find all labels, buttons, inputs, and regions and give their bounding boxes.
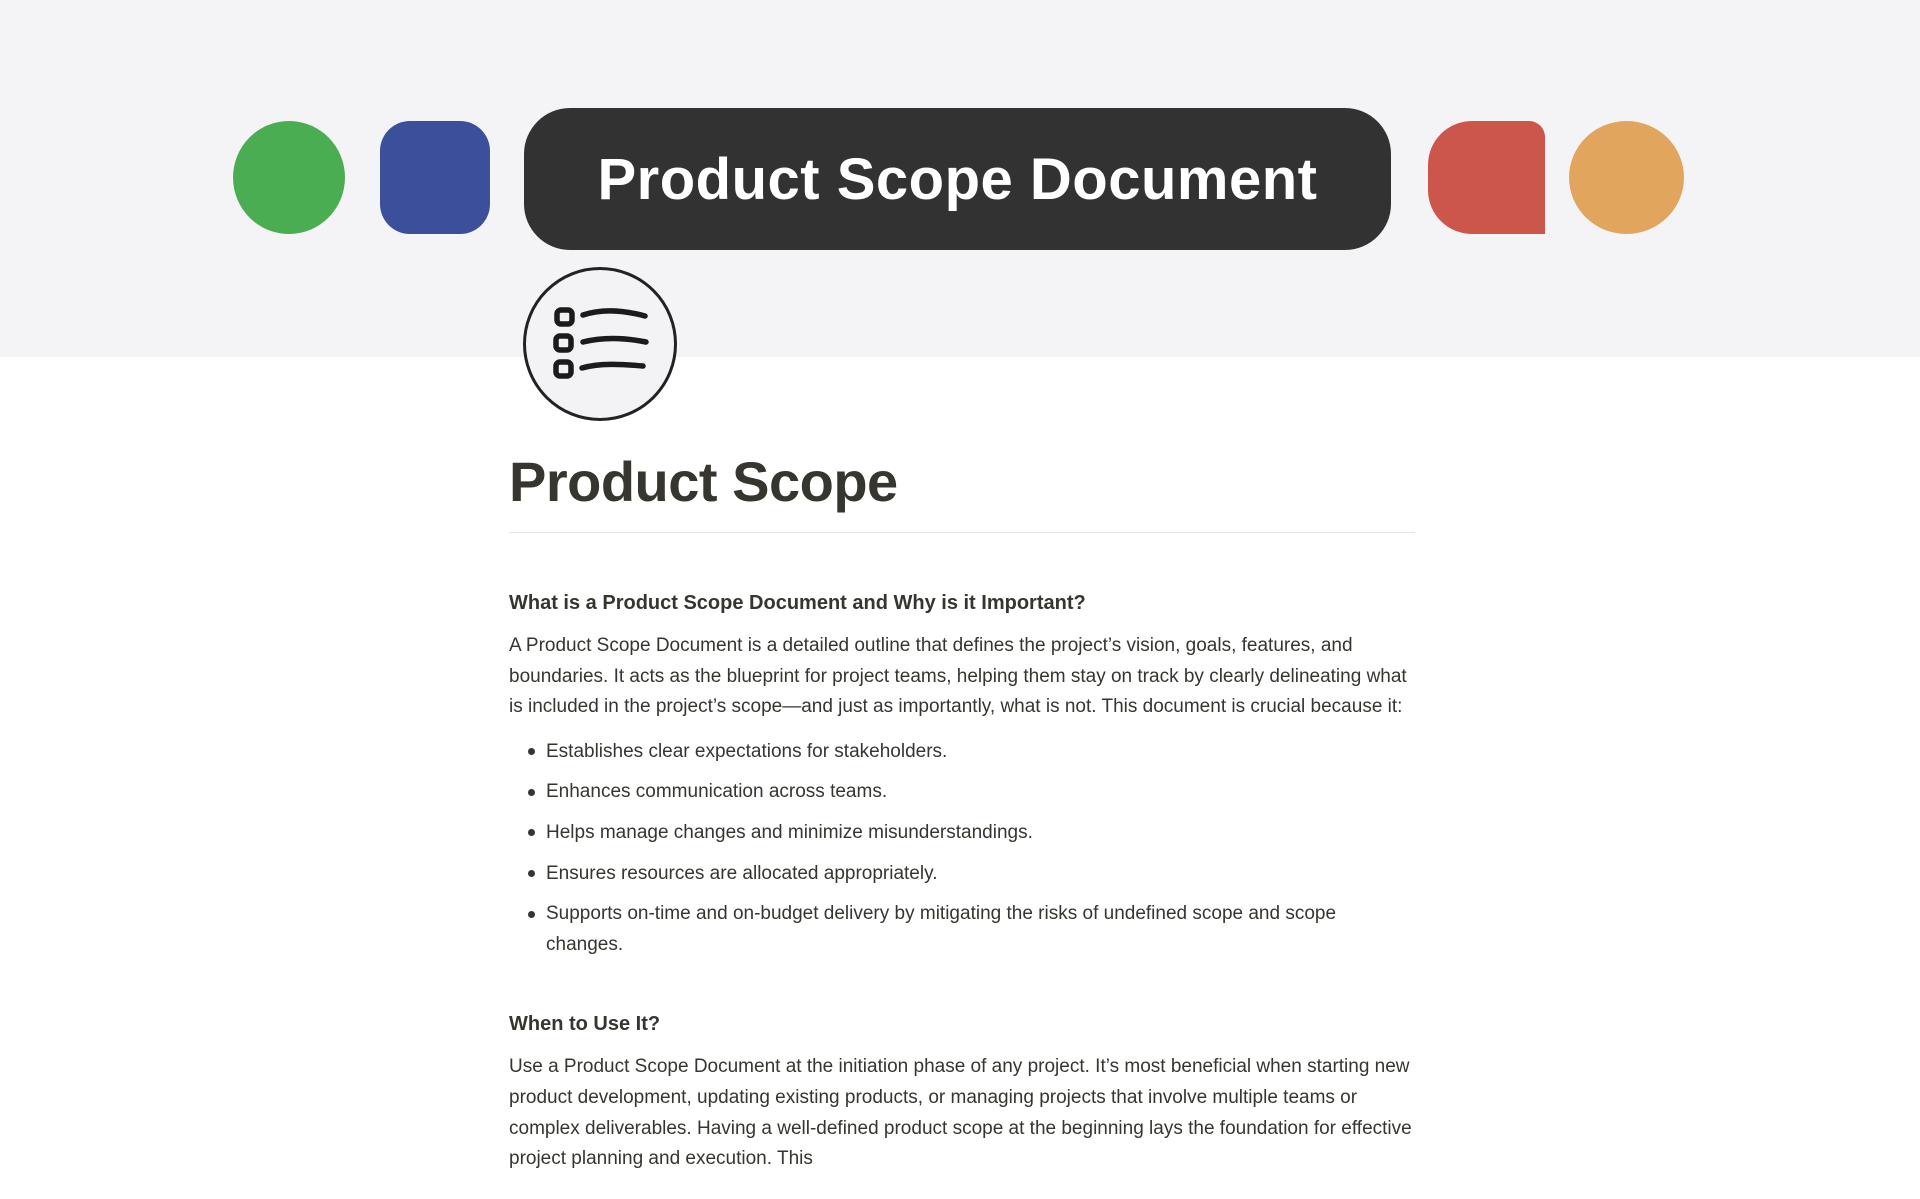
page-cover — [0, 0, 1920, 357]
document-content — [509, 448, 1415, 1175]
blue-rounded-square-shape — [380, 121, 490, 234]
page-icon[interactable] — [523, 267, 677, 421]
banner-title: Product Scope Document — [597, 146, 1318, 212]
section-paragraph-what-is[interactable]: A Product Scope Document is a detailed outline that defines the project’s vision, goals, features, and boundaries. It acts as the blueprint for project teams, helping them stay on track by clearly delineating what is included in the project’s scope—and just as importantly, what is not. This document is crucial because it: — [509, 635, 1407, 718]
bullet-list-item[interactable]: Enhances communication across teams. — [509, 777, 1415, 808]
section-paragraph-when-to-use[interactable]: Use a Product Scope Document at the initiation phase of any project. It’s most beneficial when starting new product development, updating existing products, or managing projects that involve multiple teams or complex deliverables. Having a well-defined product scope at the beginning lays the foundation for effective project planning and execution. This — [509, 1056, 1412, 1170]
section-heading-when-to-use[interactable]: When to Use It? — [509, 1013, 661, 1036]
red-rounded-shape — [1428, 121, 1545, 234]
orange-circle-shape — [1569, 121, 1684, 234]
bullet-list-item[interactable]: Establishes clear expectations for stakeholders. — [509, 737, 1415, 768]
section-heading-what-is[interactable]: What is a Product Scope Document and Why is it Important? — [509, 592, 1086, 614]
title-divider — [509, 532, 1415, 533]
bullet-list-item[interactable]: Ensures resources are allocated appropriately. — [509, 859, 1415, 890]
bullet-list-item[interactable]: Supports on-time and on-budget delivery by mitigating the risks of undefined scope and scope changes. — [509, 899, 1415, 960]
bulleted-list-icon — [551, 305, 649, 383]
page-title[interactable]: Product Scope — [509, 450, 898, 513]
benefits-bullet-list — [509, 737, 1415, 961]
green-circle-shape — [233, 121, 345, 234]
banner-pill — [524, 108, 1391, 250]
bullet-list-item[interactable]: Helps manage changes and minimize misunderstandings. — [509, 818, 1415, 849]
